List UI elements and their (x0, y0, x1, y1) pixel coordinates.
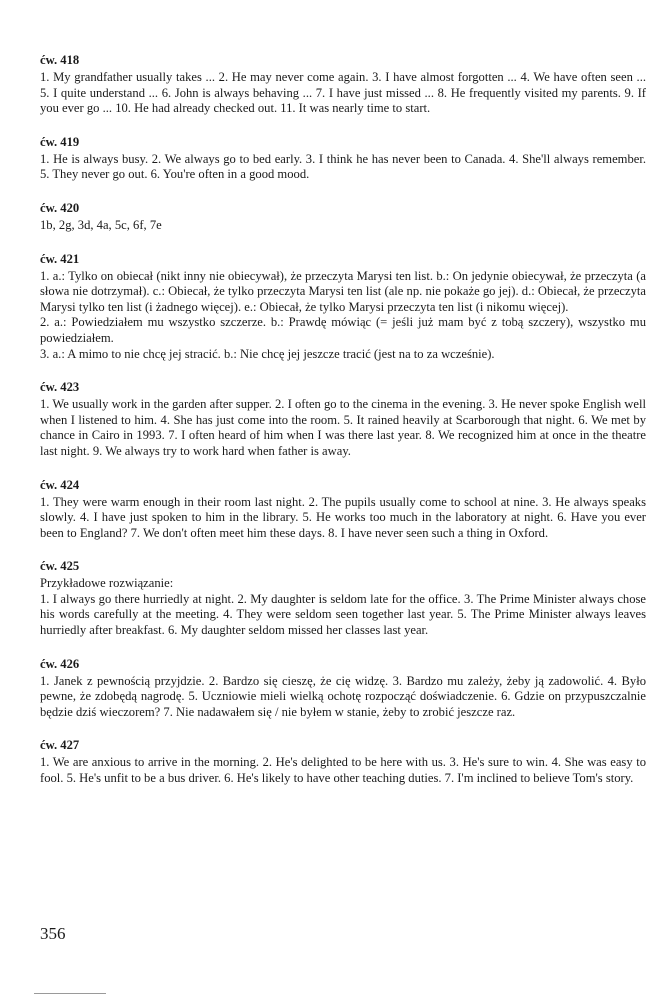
exercise-answer-text: 1. He is always busy. 2. We always go to bed early. 3. I think he has never been to Canada. 4. She'll always remember. 5. They never go out. 6. You're often in a good mood. (40, 151, 646, 182)
exercise-423 (40, 379, 646, 459)
exercise-answer-text: 1. a.: Tylko on obiecał (nikt inny nie obiecywał), że przeczyta Marysi ten list. b.: On jedynie obiecywał, że przeczyta (a słowa nie dotrzymał). c.: Obiecał, że tylko przeczyta Marysi ten list (ale np. nie pokaże go jej). d.: Obiecał, że przeczyta Marysi tylko ten list (i żadnego więcej). e.: Obiecał, że tylko Marysi przeczyta ten list (i nikomu więcej). (40, 268, 646, 314)
exercise-427 (40, 737, 646, 786)
exercise-426 (40, 656, 646, 721)
exercise-420 (40, 200, 646, 234)
exercise-title: ćw. 426 (40, 656, 80, 671)
exercise-421 (40, 251, 646, 363)
exercise-425 (40, 558, 646, 638)
page-content (40, 52, 646, 804)
exercise-title: ćw. 420 (40, 200, 80, 215)
footer-rule (34, 993, 106, 994)
exercise-419 (40, 134, 646, 183)
exercise-answer-text: 2. a.: Powiedziałem mu wszystko szczerze. b.: Prawdę mówiąc (= jeśli już mam być z tobą szczery), wszystko mu powiedziałem. (40, 315, 646, 345)
exercise-title: ćw. 424 (40, 477, 80, 492)
exercise-title: ćw. 418 (40, 53, 80, 67)
exercise-answer-text: 1b, 2g, 3d, 4a, 5c, 6f, 7e (40, 217, 162, 232)
exercise-title: ćw. 423 (40, 380, 80, 395)
exercise-intro-text: Przykładowe rozwiązanie: (40, 576, 174, 591)
exercise-answer-text: 1. We usually work in the garden after supper. 2. I often go to the cinema in the evening. 3. He never spoke English well when I listened to him. 4. She has just come into the room. 5. It rained heavily at Scarborough that night. 6. We met by chance in Cairo in 1993. 7. I often heard of him when I was there last year. 8. We recognized him at once in the theatre last night. 9. We always try to work hard when father is away. (40, 397, 646, 458)
exercise-answer-text: 1. My grandfather usually takes ... 2. He may never come again. 3. I have almost forgotten ... 4. We have often seen ... 5. I quite understand ... 6. John is always behaving ... 7. I have just missed ... 8. He frequently visited my parents. 9. If you ever go ... 10. He had already checked out. 11. It was nearly time to start. (40, 70, 646, 116)
exercise-answer-text: 1. Janek z pewnością przyjdzie. 2. Bardzo się cieszę, że cię widzę. 3. Bardzo mu zależy, żeby ją zadowolić. 4. Było pewne, że zdobędą nagrodę. 5. Uczniowie mieli wielką ochotę rozpocząć doświadczenie. 6. Gdzie on przypuszczalnie będzie dziś wieczorem? 7. Nie nadawałem się / nie byłem w stanie, żeby to zrobić jeszcze raz. (40, 673, 646, 719)
exercise-424 (40, 477, 646, 542)
exercise-title: ćw. 421 (40, 251, 80, 266)
exercise-answer-text: 1. They were warm enough in their room last night. 2. The pupils usually come to school at nine. 3. He always speaks slowly. 4. I have just spoken to him in the library. 5. He works too much in the laboratory at night. 6. Have you ever been to England? 7. We don't often meet him these days. 8. I have never seen such a thing in Oxford. (40, 494, 646, 540)
exercise-title: ćw. 427 (40, 738, 80, 753)
exercise-answer-text: 1. I always go there hurriedly at night. 2. My daughter is seldom late for the office. 3. The Prime Minister always chose his words carefully at the meeting. 4. They were seldom seen together last year. 5. The Prime Minister always leaves hurriedly after breakfast. 6. My daughter seldom missed her classes last year. (40, 591, 646, 638)
exercise-title: ćw. 425 (40, 559, 80, 574)
exercise-title: ćw. 419 (40, 134, 80, 149)
page-number: 356 (40, 924, 66, 943)
exercise-answer-text: 1. We are anxious to arrive in the morning. 2. He's delighted to be here with us. 3. He's sure to win. 4. She was easy to fool. 5. He's unfit to be a bus driver. 6. He's likely to have other teaching duties. 7. I'm inclined to believe Tom's story. (40, 755, 646, 786)
exercise-418 (40, 52, 646, 117)
exercise-answer-text: 3. a.: A mimo to nie chcę jej stracić. b.: Nie chcę jej jeszcze tracić (jest na to za wcześnie). (40, 346, 495, 361)
